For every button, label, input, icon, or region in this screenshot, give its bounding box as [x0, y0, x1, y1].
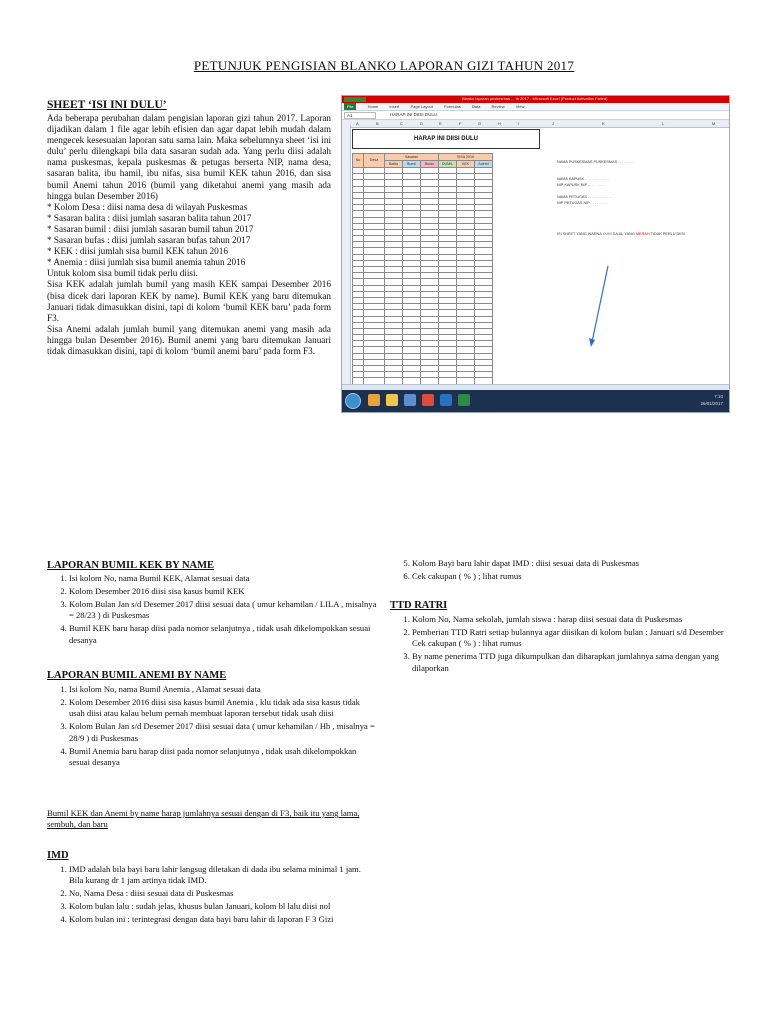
note-part: ISI SHEET YANG WARNA	[557, 232, 603, 236]
kek-item: 2. Kolom Desember 2016 diisi sisa kasus bumil KEK	[69, 586, 377, 597]
media-icon	[404, 394, 416, 406]
side-kapusk: NAMA KAPUSK . . . . . . . . . . . .	[557, 177, 610, 181]
side-nip-kapusk: NIP KAPUSK NIP . . . . . . . .	[557, 183, 604, 187]
bullet-balita: * Sasaran balita : diisi jumlah sasaran balita tahun 2017	[47, 212, 252, 223]
note-sisa-bumil: Untuk kolom sisa bumil tidak perlu diisi.	[47, 268, 198, 279]
col-header: L	[662, 121, 665, 126]
window-title: Blanko laporan puskesmas ... th 2017 - Microsoft Excel (Product Activation Failed)	[462, 96, 608, 101]
quick-access-toolbar	[344, 97, 366, 102]
header-dumil: DUMIL	[439, 161, 457, 168]
imd-item: 5. Kolom Bayi baru lahir dapat IMD : diisi sesuai data di Puskesmas	[412, 558, 730, 569]
header-no: No	[353, 154, 364, 168]
ribbon-tabs	[342, 103, 729, 111]
header-kek: KEK	[457, 161, 475, 168]
col-header: H	[498, 121, 501, 126]
formula-bar	[342, 111, 729, 120]
ttd-section-heading: TTD RATRI	[390, 600, 448, 611]
bullet-bufas: * Sasaran bufas : diisi jumlah sasaran bufas tahun 2017	[47, 235, 251, 246]
bullet-kek: * KEK : diisi jumlah sisa bumil KEK tahun 2016	[47, 246, 228, 257]
excel-title-bar	[342, 96, 729, 103]
side-petugas: NAMA PETUGAS . . . . . . . . . . . .	[557, 195, 613, 199]
ribbon-tab-insert: Insert	[389, 104, 400, 109]
imd-item: 6. Cek cakupan ( % ) ; lihat rumus	[412, 571, 730, 582]
bullet-bumil: * Sasaran bumil : diisi jumlah sasaran bumil tahun 2017	[47, 223, 254, 234]
ttd-section-list	[390, 614, 730, 676]
col-header: I	[518, 121, 520, 126]
col-header: D	[420, 121, 423, 126]
header-balita: Balita	[385, 161, 403, 168]
note-sisa-anemi: Sisa Anemi adalah jumlah bumil yang ditemukan anemi yang masih ada hingga bulan Desember 2016). Bumil anemi yang baru ditemukan Januari tidak dimasukkan disini, tapi di kolom ‘bumil anemi baru’ pada form F3.	[47, 323, 331, 356]
anemi-item: 3. Kolom Bulan Jan s/d Desemer 2017 diisi sesuai data ( umur kehamilan / Hb , misalnya = 28/9 ) di Puskesmas	[69, 721, 377, 744]
data-table	[352, 153, 493, 391]
header-bumil: Bumil	[403, 161, 421, 168]
clock-date: 26/01/2017	[700, 401, 723, 406]
col-header: J	[552, 121, 554, 126]
anemi-section-list	[47, 684, 377, 770]
ie-icon	[368, 394, 380, 406]
imd-section-list-continued	[390, 558, 730, 584]
note-part: TIDAK PERLU DIISI	[649, 232, 685, 236]
col-header: M	[712, 121, 716, 126]
imd-item: 4. Kolom bulan ini : terintegrasi dengan data bayi baru lahir di laporan F 3 Gizi	[69, 914, 377, 925]
sheet-section-body	[47, 113, 331, 357]
col-header: A	[356, 121, 359, 126]
anemi-item: 2. Kolom Desember 2016 diisi sisa kasus bumil Anemia , klu tidak ada sisa kasus tidak usah diisi atau kalau belum pernah membuat laporan tersebut tidak usah diisi	[69, 697, 377, 720]
side-instruction-note	[557, 232, 685, 236]
sheet-title-box: HARAP INI DIISI DULU	[352, 129, 540, 149]
ribbon-tab-review: Review	[491, 104, 505, 109]
ribbon-tab-view: View	[515, 104, 525, 109]
header-sasaran: Sasaran	[385, 154, 439, 161]
col-header: F	[459, 121, 462, 126]
name-box: A1	[344, 112, 376, 119]
kek-section-list	[47, 573, 377, 647]
header-bufas: Bufas	[421, 161, 439, 168]
ribbon-tab-file: File	[344, 103, 356, 110]
ttd-item-text: 2. Pemberian TTD Ratri setiap bulannya agar diisikan di kolom bulan : Januari s/d Desember	[412, 626, 724, 637]
start-button-icon	[345, 393, 361, 409]
header-desa: Desa	[364, 154, 385, 168]
taskbar-clock	[700, 393, 723, 407]
formula-content: HARAP INI DIISI DULU	[390, 112, 438, 117]
clock-time: 7:10	[714, 394, 723, 399]
kek-item: 1. Isi kolom No, nama Bumil KEK, Alamat sesuai data	[69, 573, 377, 584]
col-header: E	[439, 121, 442, 126]
side-nip-petugas: NIP PETUGAS NIP . . . . . . . .	[557, 201, 607, 205]
sheet-section-heading: SHEET ‘ISI INI DULU’	[47, 99, 167, 111]
ttd-item: 3. By name penerima TTD juga dikumpulkan dan diharapkan jumlahnya sama dengan yang dilaporkan	[412, 651, 730, 674]
kek-section-heading: LAPORAN BUMIL KEK BY NAME	[47, 560, 215, 571]
col-header: B	[376, 121, 379, 126]
arrow-icon	[588, 264, 612, 348]
side-puskesmas: NAMA PUSKESMAS PUSKESMAS . . . . . . . .	[557, 160, 635, 164]
ttd-item	[412, 627, 730, 650]
by-name-note: Bumil KEK dan Anemi by name harap jumlahnya sesuai dengan di F3, baik itu yang lama, sembuh, dan baru	[47, 808, 360, 830]
bullet-desa: * Kolom Desa : diisi nama desa di wilayah Puskesmas	[47, 201, 248, 212]
folder-icon	[386, 394, 398, 406]
ttd-item: 1. Kolom No, Nama sekolah, jumlah siswa : harap diisi sesuai data di Puskesmas	[412, 614, 730, 625]
note-part-highlight: KUNI	[602, 232, 612, 236]
header-anemi: Anemi	[475, 161, 493, 168]
imd-item: 1. IMD adalah bila bayi baru lahir langsug diletakan di dada ibu selama minimal 1 jam. Bila kurang dr 1 jam artinya tidak IMD.	[69, 864, 377, 887]
ribbon-tab-page-layout: Page Layout	[410, 104, 433, 109]
header-sisa: SISA 2016	[439, 154, 493, 161]
note-part: SAJA, YANG	[611, 232, 636, 236]
ribbon-tab-data: Data	[471, 104, 481, 109]
imd-item: 3. Kolom bulan lalu : sudah jelas, khusus bulan Januari, kolom bl lalu diisi nol	[69, 901, 377, 912]
col-header: C	[400, 121, 403, 126]
windows-taskbar	[342, 390, 729, 412]
imd-section-list	[47, 864, 377, 927]
imd-section-heading: IMD	[47, 850, 69, 861]
ribbon-tab-home: Home	[367, 104, 379, 109]
anemi-section-heading: LAPORAN BUMIL ANEMI BY NAME	[47, 670, 227, 681]
word-icon	[440, 394, 452, 406]
spreadsheet-screenshot	[341, 95, 730, 413]
kek-item: 4. Bumil KEK baru harap diisi pada nomor selanjutnya , tidak usah dikelompokkan sesuai desanya	[69, 623, 377, 646]
col-header: K	[602, 121, 605, 126]
sheet-grid	[342, 125, 729, 384]
col-header: G	[478, 121, 482, 126]
document-title: PETUNJUK PENGISIAN BLANKO LAPORAN GIZI TAHUN 2017	[193, 58, 575, 73]
bullet-anemia: * Anemia : diisi jumlah sisa bumil anemia tahun 2016	[47, 257, 246, 268]
kek-item: 3. Kolom Bulan Jan s/d Desemer 2017 diisi sesuai data ( umur kehamilan / LILA , misalnya = 28/23 ) di Puskesmas	[69, 599, 377, 622]
row-headers	[342, 125, 351, 384]
chrome-icon	[422, 394, 434, 406]
imd-item: 2. No, Nama Desa : diisi sesuai data di Puskesmas	[69, 888, 377, 899]
ribbon-tab-formulas: Formulas	[444, 104, 461, 109]
sheet-intro: Ada beberapa perubahan dalam pengisian laporan gizi tahun 2017. Laporan dijadikan dalam 1 file agar lebih efisien dan agar dapat lebih mudah dalam mengecek kesesuaian laporan satu sama lain. Maka sebelumnya sheet ‘isi ini dulu’ perlu dilengkapi bila data sasaran sudah ada. Yang perlu diisi adalah nama puskesmas, kepala puskesmas & petugas berserta NIP, nama desa, sasaran balita, ibu hamil, ibu nifas, sisa bumil KEK tahun 2016, dan sisa bumil Anemi tahun 2016 (bumil yang diketahui anemi yang masih ada hingga bulan Desember 2016)	[47, 113, 331, 201]
anemi-item: 1. Isi kolom No, nama Bumil Anemia , Alamat sesuai data	[69, 684, 377, 695]
ttd-item-text: Cek cakupan ( % ) : lihat rumus	[412, 638, 522, 649]
excel-icon	[458, 394, 470, 406]
note-sisa-kek: Sisa KEK adalah jumlah bumil yang masih KEK sampai Desember 2016 (bisa dicek dari laporan KEK by name). Bumil KEK yang baru ditemukan Januari tidak dimasukkan disini, tapi di kolom ‘bumil KEK baru’ pada form F3.	[47, 279, 331, 323]
anemi-item: 4. Bumil Anemia baru harap diisi pada nomor selanjutnya , tidak usah dikelompokkan sesuai desanya	[69, 746, 377, 769]
note-part-red: MERAH	[635, 232, 650, 236]
